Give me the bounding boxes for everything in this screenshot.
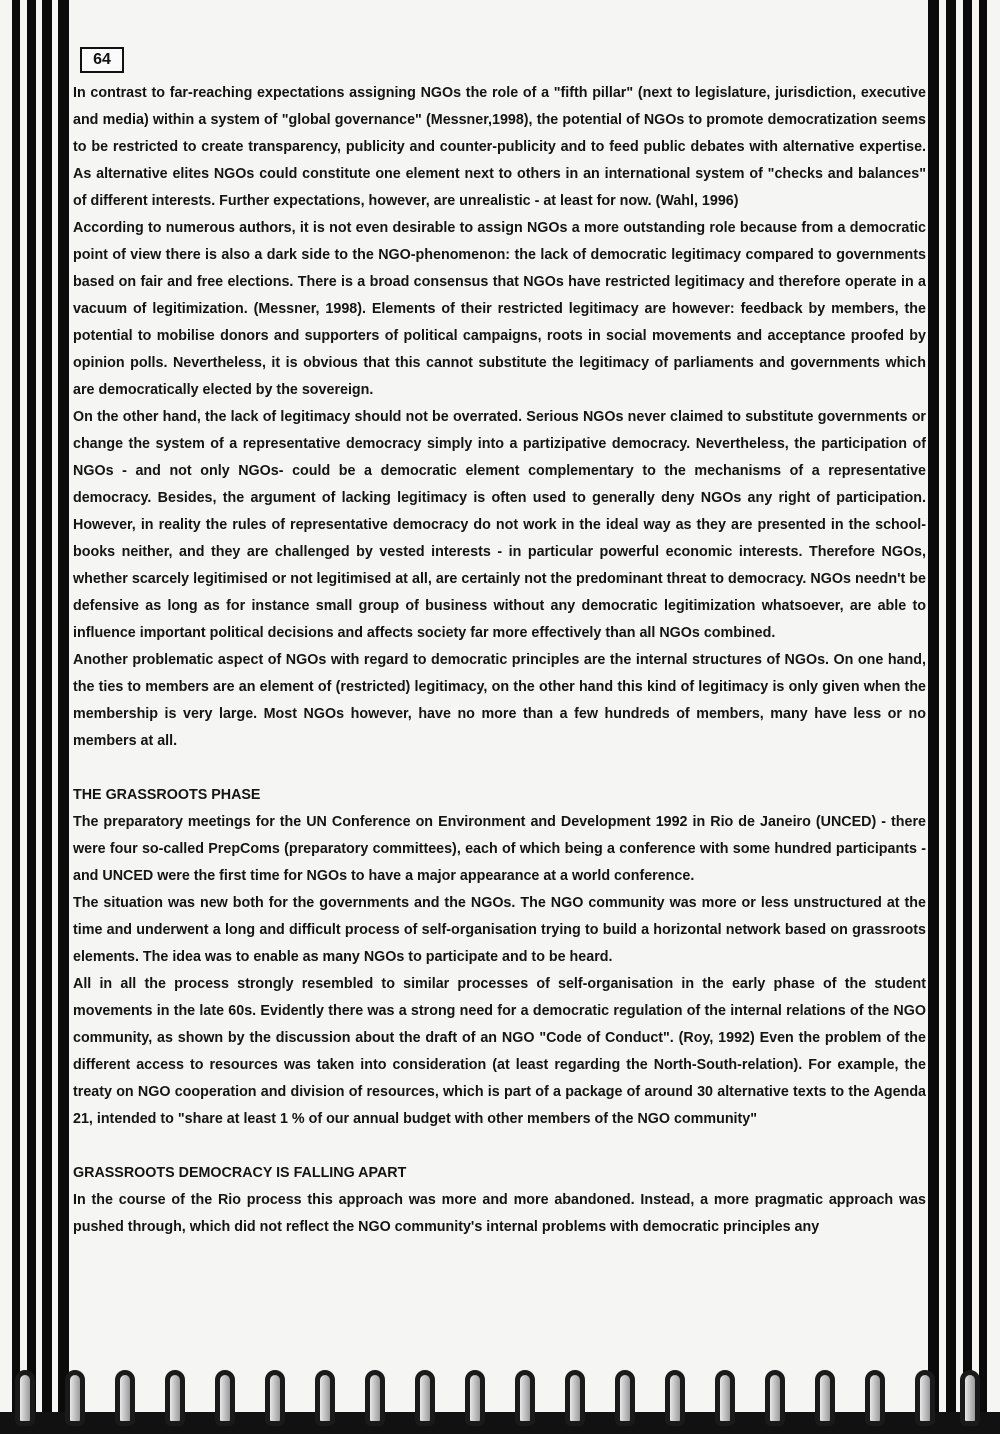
binding-ring (915, 1370, 935, 1426)
binding-ring (215, 1370, 235, 1426)
binding-ring (315, 1370, 335, 1426)
binding-ring (765, 1370, 785, 1426)
binding-ring (65, 1370, 85, 1426)
spacer (73, 755, 926, 782)
binding-ring (265, 1370, 285, 1426)
body-text (73, 80, 926, 1241)
spiral-binding (0, 1364, 1000, 1434)
binding-ring (665, 1370, 685, 1426)
paragraph: In contrast to far-reaching expectations assigning NGOs the role of a "fifth pillar" (next to legislature, jurisdiction, executive and media) within a system of "global governance" (Messner,1998), the potential of NGOs to promote democratization seems to be restricted to create transparency, publicity and counter-publicity and to feed public debates with alternative expertise. As alternative elites NGOs could constitute one element next to others in an international system of "checks and balances" of different interests. Further expectations, however, are unrealistic - at least for now. (Wahl, 1996) (73, 85, 926, 209)
binding-ring (865, 1370, 885, 1426)
stripe (963, 0, 972, 1434)
paragraph: All in all the process strongly resembled to similar processes of self-organisation in the early phase of the student movements in the late 60s. Evidently there was a strong need for a democratic regulation of the internal relations of the NGO community, as shown by the discussion about the draft of an NGO "Code of Conduct". (Roy, 1992) Even the problem of the different access to resources was taken into consideration (at least regarding the North-South-relation). For example, the treaty on NGO cooperation and division of resources, which is part of a package of around 30 alternative texts to the Agenda 21, intended to "share at least 1 % of our annual budget with other members of the NGO community" (73, 976, 926, 1127)
binding-ring (515, 1370, 535, 1426)
section-heading: GRASSROOTS DEMOCRACY IS FALLING APART (73, 1165, 407, 1181)
binding-ring (15, 1370, 35, 1426)
binding-ring (165, 1370, 185, 1426)
binding-rail (0, 1412, 1000, 1434)
binding-ring (365, 1370, 385, 1426)
binding-ring (565, 1370, 585, 1426)
paragraph: In the course of the Rio process this approach was more and more abandoned. Instead, a more pragmatic approach was pushed through, which did not reflect the NGO community's internal problems with democratic principles any (73, 1192, 926, 1235)
paragraph: Another problematic aspect of NGOs with regard to democratic principles are the internal structures of NGOs. On one hand, the ties to members are an element of (restricted) legitimacy, on the other hand this kind of legitimacy is only given when the membership is very large. Most NGOs however, have no more than a few hundreds of members, many have less or no members at all. (73, 652, 926, 749)
binding-ring (615, 1370, 635, 1426)
stripe (42, 0, 52, 1434)
spacer (73, 1133, 926, 1160)
binding-ring (815, 1370, 835, 1426)
stripe (27, 0, 36, 1434)
page-number: 64 (80, 47, 124, 73)
stripe (979, 0, 987, 1434)
binding-ring (960, 1370, 980, 1426)
stripe (946, 0, 956, 1434)
stripe (12, 0, 20, 1434)
binding-ring (715, 1370, 735, 1426)
paragraph: According to numerous authors, it is not even desirable to assign NGOs a more outstanding role because from a democratic point of view there is also a dark side to the NGO-phenomenon: the lack of democratic legitimacy compared to governments based on fair and free elections. There is a broad consensus that NGOs have restricted legitimacy and therefore operate in a vacuum of legitimization. (Messner, 1998). Elements of their restricted legitimacy are however: feedback by members, the potential to mobilise donors and supporters of political campaigns, roots in social movements and acceptance proofed by opinion polls. Nevertheless, it is obvious that this cannot substitute the legitimacy of parliaments and governments which are democratically elected by the sovereign. (73, 220, 926, 398)
paragraph: The situation was new both for the governments and the NGOs. The NGO community was more or less unstructured at the time and underwent a long and difficult process of self-organisation trying to build a horizontal network based on grassroots elements. The idea was to enable as many NGOs to participate and to be heard. (73, 895, 926, 965)
section-heading: THE GRASSROOTS PHASE (73, 787, 261, 803)
stripe (928, 0, 939, 1434)
paragraph: On the other hand, the lack of legitimacy should not be overrated. Serious NGOs never claimed to substitute governments or change the system of a representative democracy simply into a partizipative democracy. Nevertheless, the participation of NGOs - and not only NGOs- could be a democratic element complementary to the mechanisms of a representative democracy. Besides, the argument of lacking legitimacy is often used to generally deny NGOs any right of participation. However, in reality the rules of representative democracy do not work in the ideal way as they are presented in the school-books neither, and they are challenged by vested interests - in particular powerful economic interests. Therefore NGOs, whether scarcely legitimised or not legitimised at all, are certainly not the predominant threat to democracy. NGOs needn't be defensive as long as for instance small group of business without any democratic legitimization whatsoever, are able to influence important political decisions and affects society far more effectively than all NGOs combined. (73, 409, 926, 641)
paragraph: The preparatory meetings for the UN Conference on Environment and Development 1992 in Rio de Janeiro (UNCED) - there were four so-called PrepComs (preparatory committees), each of which being a conference with some hundred participants - and UNCED were the first time for NGOs to have a major appearance at a world conference. (73, 814, 926, 884)
binding-ring (115, 1370, 135, 1426)
binding-ring (465, 1370, 485, 1426)
left-stripe-border (0, 0, 78, 1434)
stripe (58, 0, 69, 1434)
binding-ring (415, 1370, 435, 1426)
right-stripe-border (922, 0, 1000, 1434)
